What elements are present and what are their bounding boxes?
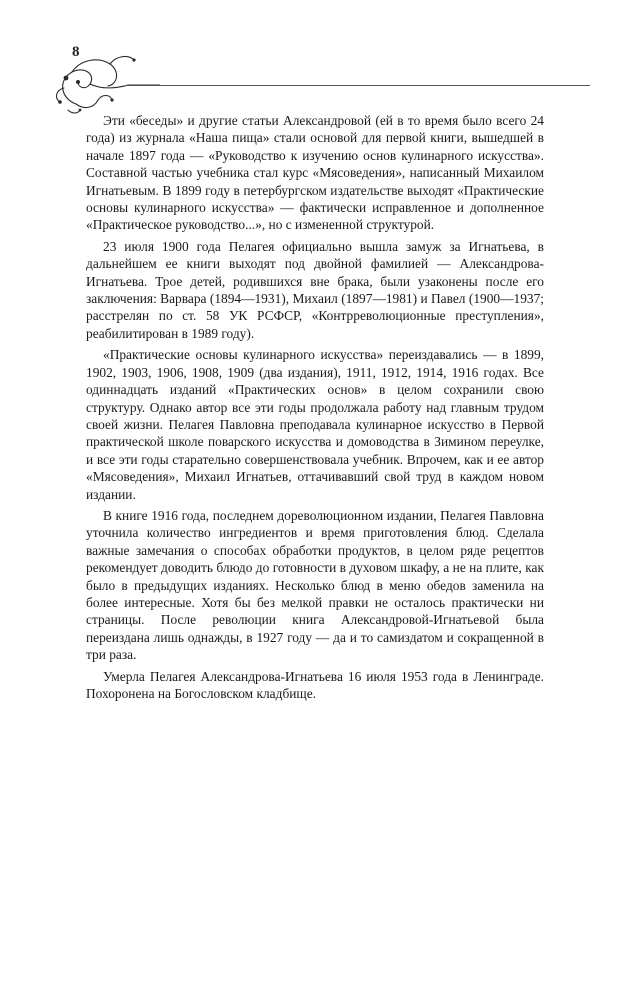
page-number: 8 (72, 44, 80, 60)
paragraph: «Практические основы кулинарного искусства» переиздавались — в 1899, 1902, 1903, 1906, 1908, 1909 (два издания), 1911, 1912, 1914, 1916 годах. Все одиннадцать изданий «Практических основ» в целом сохранили свою структуру. Однако автор все эти годы продолжала работу над главным трудом своей жизни. Пелагея Павловна преподавала кулинарное искусство в Первой практической школе поварского искусства и домоводства в Зимином переулке, и все эти годы старательно совершенствовала учебник. Впрочем, как и ее автор «Мясоведения», Михаил Игнатьев, оттачивавший свой труд в каждом новом издании. (86, 347, 544, 502)
flourish-ornament-icon (50, 38, 160, 118)
paragraph: 23 июля 1900 года Пелагея официально вышла замуж за Игнатьева, в дальнейшем ее книги выходят под двойной фамилией — Александрова-Игнатьева. Трое детей, родившихся вне брака, были узаконены после его заключения: Варвара (1894—1931), Михаил (1897—1981) и Павел (1900—1937; расстрелян по ст. 58 УК РСФСР, «Контрреволюционные преступления», реабилитирован в 1989 году). (86, 238, 544, 341)
paragraph: Эти «беседы» и другие статьи Александровой (ей в то время было всего 24 года) из журнала «Наша пища» стали основой для первой книги, вышедшей в начале 1897 года — «Руководство к изучению основ кулинарного искусства». Составной частью учебника стал курс «Мясоведения», написанный Михаилом Игнатьевым. В 1899 году в петербургском издательстве выходят «Практические основы кулинарного искусства» — фактически исправленное и дополненное «Практическое руководство...», но с измененной структурой. (86, 113, 544, 233)
paragraph: В книге 1916 года, последнем дореволюционном издании, Пелагея Павловна уточнила количество ингредиентов и время приготовления блюд. Сделала важные замечания о способах обработки продуктов, в целом ряде рецептов рекомендует доводить блюдо до готовности в духовом шкафу, а не на плите, как было в предыдущих изданиях. Несколько блюд в меню обедов заменила на более интересные. Хотя бы без мелкой правки не осталось практически ни страницы. После революции книга Александровой-Игнатьевой была переиздана лишь однажды, в 1927 году — да и то самиздатом и сокращенной в три раза. (86, 507, 544, 663)
page-header (50, 38, 590, 118)
body-text (86, 112, 544, 706)
paragraph: Умерла Пелагея Александрова-Игнатьева 16 июля 1953 года в Ленинграде. Похоронена на Богословском кладбище. (86, 668, 544, 701)
header-rule (125, 85, 590, 86)
